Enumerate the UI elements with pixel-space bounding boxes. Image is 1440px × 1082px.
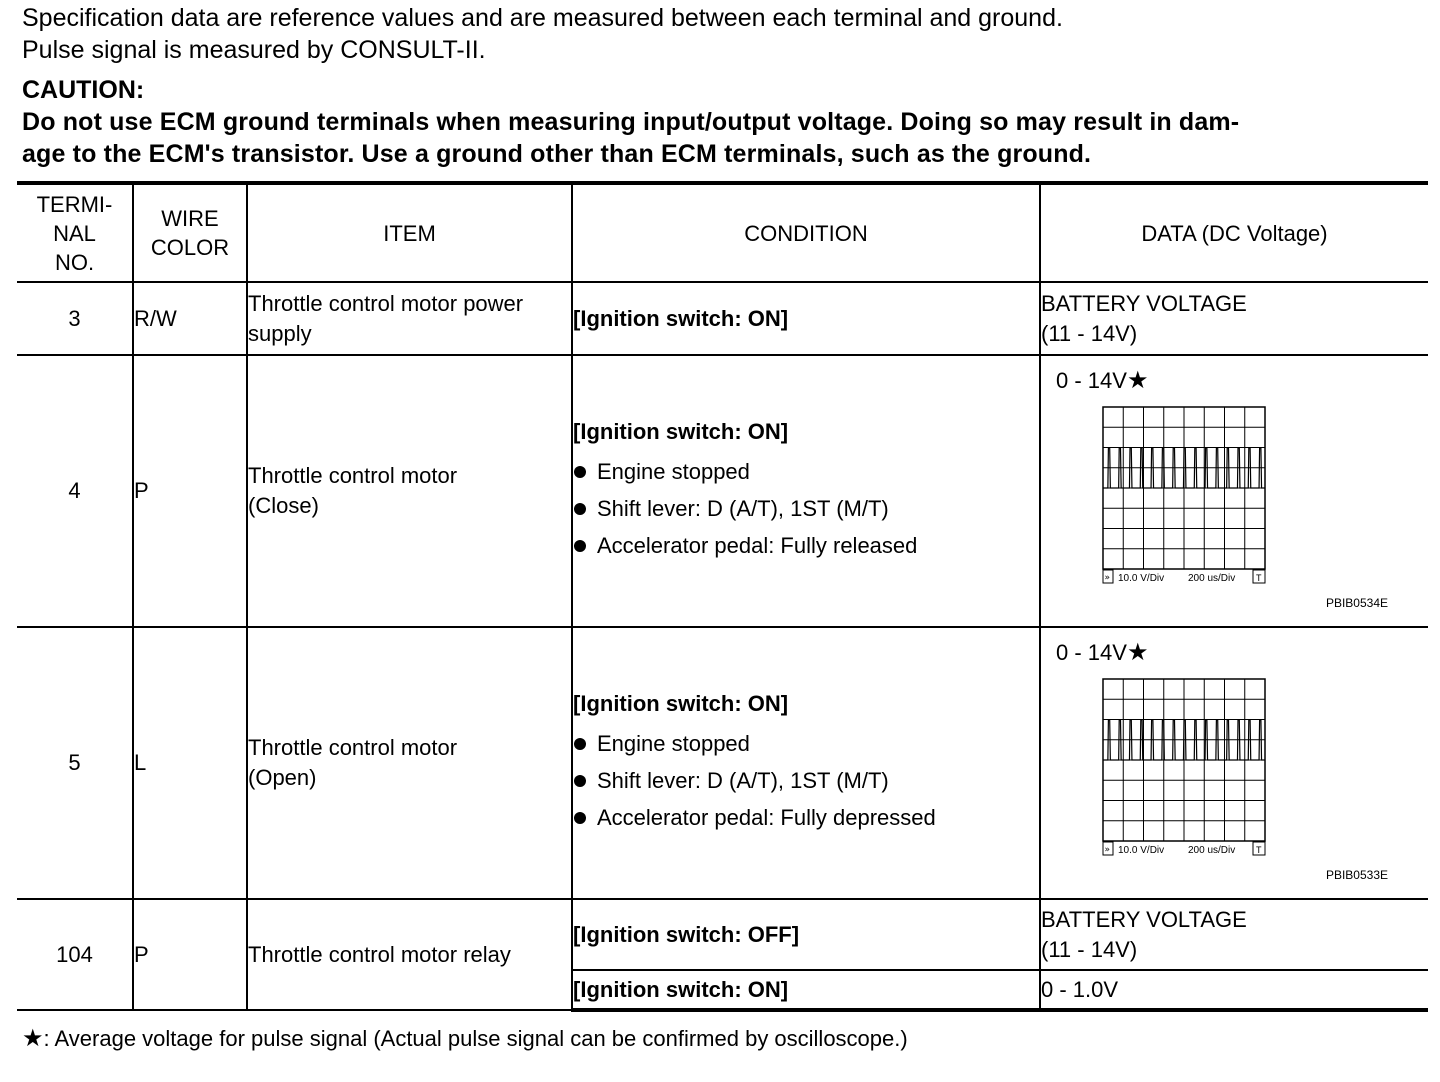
oscilloscope-waveform: [1102, 406, 1268, 588]
intro-line-2: Pulse signal is measured by CONSULT-II.: [22, 36, 486, 64]
list-item: [573, 527, 1039, 564]
item-cell: [247, 355, 572, 627]
bullet-text: Engine stopped: [597, 730, 750, 756]
bullet-text: Engine stopped: [597, 458, 750, 484]
terminal-number: 5: [17, 627, 133, 899]
caution-line-1: Do not use ECM ground terminals when measuring input/output voltage. Doing so may result in dam-: [22, 108, 1240, 136]
terminal-number: 4: [17, 355, 133, 627]
condition-heading: [Ignition switch: ON]: [573, 690, 789, 716]
item-cell: [247, 282, 572, 355]
item-line-2: supply: [248, 320, 312, 346]
footnote-text: : Average voltage for pulse signal (Actual pulse signal can be confirmed by oscilloscope.): [43, 1026, 908, 1051]
condition-cell: [572, 355, 1040, 627]
intro-block: [22, 2, 1432, 170]
data-line-1: BATTERY VOLTAGE: [1041, 906, 1247, 932]
table-row: [17, 899, 1428, 970]
wire-color: P: [133, 899, 247, 1010]
bullet-icon: [574, 503, 586, 515]
table-header-row: [17, 183, 1428, 282]
data-line-1: BATTERY VOLTAGE: [1041, 290, 1247, 316]
voltage-label: [1056, 638, 1148, 667]
header-terminal: [17, 183, 133, 282]
data-line-2: (11 - 14V): [1041, 936, 1138, 962]
list-item: [573, 799, 1039, 836]
bullet-text: Accelerator pedal: Fully depressed: [597, 804, 936, 830]
list-item: [573, 453, 1039, 490]
waveform-panel: [1041, 628, 1428, 898]
header-item: ITEM: [247, 183, 572, 282]
scope-time-scale: 200 us/Div: [1188, 845, 1236, 856]
voltage-value: 0 - 14V: [1056, 640, 1127, 665]
scope-trigger-icon: T: [1256, 845, 1262, 855]
terminal-number: 104: [17, 899, 133, 1010]
item-line-2: (Close): [248, 493, 319, 518]
list-item: [573, 725, 1039, 762]
footnote: [22, 1024, 908, 1053]
figure-code: PBIB0534E: [1325, 596, 1388, 610]
item-cell: [247, 627, 572, 899]
list-item: [573, 762, 1039, 799]
item-line-1: Throttle control motor: [248, 463, 458, 488]
oscilloscope-waveform: [1102, 678, 1268, 860]
voltage-value: 0 - 14V: [1056, 368, 1127, 393]
star-icon: ★: [1126, 367, 1149, 394]
table-row: [17, 282, 1428, 355]
scope-trigger-icon: T: [1256, 573, 1262, 583]
header-condition: CONDITION: [572, 183, 1040, 282]
condition-list: [573, 725, 1039, 836]
header-wire-line-2: COLOR: [150, 235, 230, 260]
header-wire-color: [133, 183, 247, 282]
wire-color: L: [133, 627, 247, 899]
condition-cell: [Ignition switch: ON]: [572, 282, 1040, 355]
data-cell: 0 - 1.0V: [1040, 970, 1428, 1010]
condition-cell: [572, 627, 1040, 899]
voltage-label: [1056, 366, 1148, 395]
list-item: [573, 490, 1039, 527]
bullet-text: Shift lever: D (A/T), 1ST (M/T): [597, 495, 889, 521]
scope-volt-scale: 10.0 V/Div: [1118, 573, 1165, 584]
scope-volt-scale: 10.0 V/Div: [1118, 845, 1165, 856]
figure-code: PBIB0533E: [1325, 868, 1388, 882]
terminal-number: 3: [17, 282, 133, 355]
intro-line-1: Specification data are reference values and are measured between each terminal and ground.: [22, 4, 1063, 32]
bullet-icon: [574, 812, 586, 824]
bullet-text: Accelerator pedal: Fully released: [597, 532, 918, 558]
data-cell: [1040, 355, 1428, 627]
wire-color: R/W: [133, 282, 247, 355]
data-line-2: (11 - 14V): [1041, 320, 1138, 346]
data-cell: [1040, 627, 1428, 899]
header-wire-line-1: WIRE: [161, 206, 219, 231]
item-cell: Throttle control motor relay: [247, 899, 572, 1010]
caution-title: CAUTION:: [22, 76, 145, 104]
condition-list: [573, 453, 1039, 564]
terminal-spec-table: [17, 181, 1428, 1012]
header-terminal-line-1: TERMI-: [36, 191, 113, 217]
item-line-2: (Open): [248, 765, 317, 790]
bullet-icon: [574, 540, 586, 552]
star-icon: ★: [1126, 639, 1149, 666]
bullet-icon: [574, 775, 586, 787]
bullet-icon: [574, 466, 586, 478]
wire-color: P: [133, 355, 247, 627]
header-terminal-line-3: NO.: [54, 249, 95, 275]
waveform-panel: [1041, 356, 1428, 626]
header-terminal-line-2: NAL: [53, 220, 96, 246]
table-row: [17, 627, 1428, 899]
data-cell: [1040, 899, 1428, 970]
scope-channel-icon: »: [1104, 573, 1111, 583]
scope-time-scale: 200 us/Div: [1188, 573, 1236, 584]
item-line-1: Throttle control motor power: [248, 290, 524, 316]
caution-line-2: age to the ECM's transistor. Use a ground other than ECM terminals, such as the ground.: [22, 140, 1092, 168]
bullet-icon: [574, 738, 586, 750]
header-data: DATA (DC Voltage): [1040, 183, 1428, 282]
table-row: [17, 355, 1428, 627]
condition-heading: [Ignition switch: ON]: [573, 418, 789, 444]
data-cell: [1040, 282, 1428, 355]
condition-cell: [Ignition switch: OFF]: [572, 899, 1040, 970]
item-line-1: Throttle control motor: [248, 735, 458, 760]
bullet-text: Shift lever: D (A/T), 1ST (M/T): [597, 767, 889, 793]
condition-cell: [Ignition switch: ON]: [572, 970, 1040, 1010]
scope-channel-icon: »: [1104, 845, 1111, 855]
star-icon: ★: [22, 1025, 44, 1052]
